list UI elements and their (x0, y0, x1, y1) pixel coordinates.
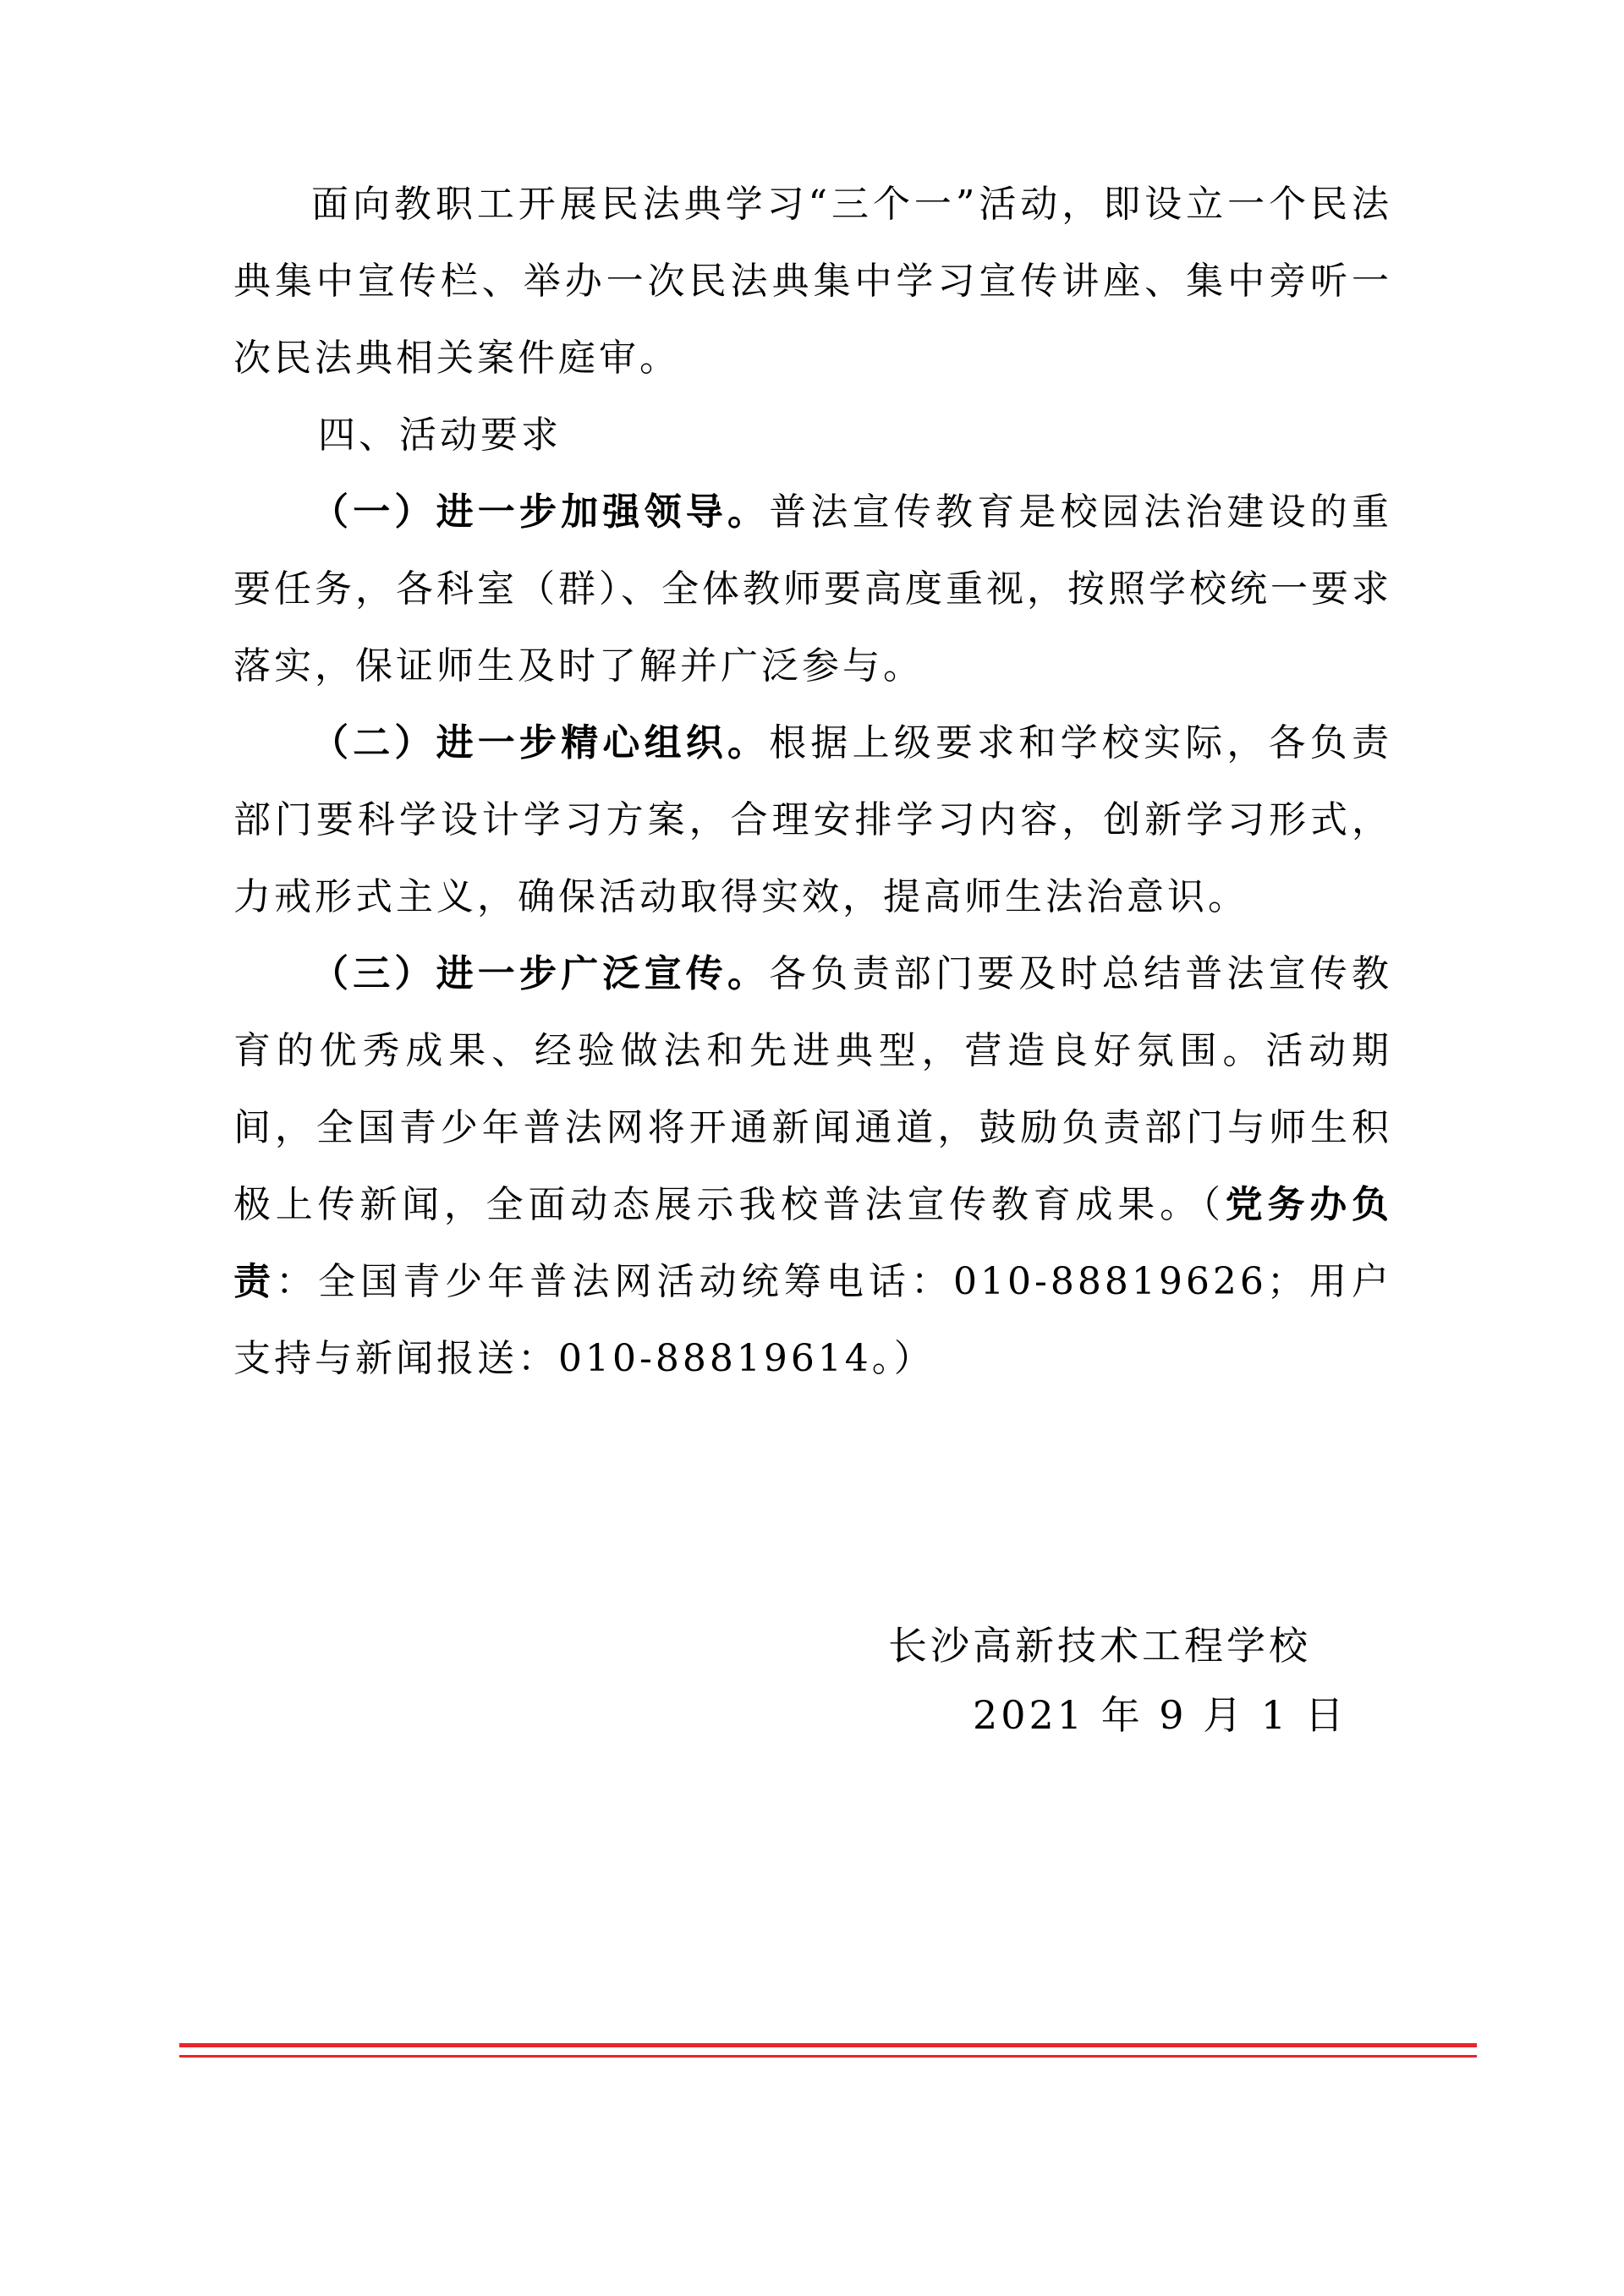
paragraph-three-ones: 面向教职工开展民法典学习“三个一”活动，即设立一个民法典集中宣传栏、举办一次民法典集中学习宣传讲座、集中旁听一次民法典相关案件庭审。 (233, 183, 1392, 380)
footer-rule-top (179, 2043, 1477, 2047)
requirement-leadership-body: 普法宣传教育是校园法治建设的重要任务，各科室（群）、全体教师要高度重视，按照学校统一要求落实，保证师生及时了解并广泛参与。 (233, 490, 1393, 688)
requirement-leadership-title: （一）进一步加强领导。 (311, 490, 770, 534)
requirement-organization-body: 根据上级要求和学校实际，各负责部门要科学设计学习方案，合理安排学习内容，创新学习形式，力戒形式主义，确保活动取得实效，提高师生法治意识。 (233, 721, 1393, 918)
requirement-publicity-body: 各负责部门要及时总结普法宣传教育的优秀成果、经验做法和先进典型，营造良好氛围。活动期间，全国青少年普法网将开通新闻通道，鼓励负责部门与师生积极上传新闻，全面动态展示我校普法宣传教育成果。（ (233, 952, 1393, 1226)
requirement-organization (233, 704, 1392, 935)
requirement-publicity-contact: ：全国青少年普法网活动统筹电话：010-88819626；用户支持与新闻报送：010-88819614。） (233, 1260, 1392, 1380)
requirement-organization-title: （二）进一步精心组织。 (311, 721, 770, 764)
requirement-leadership (233, 474, 1392, 704)
requirement-publicity-title: （三）进一步广泛宣传。 (311, 952, 770, 995)
signature-block (888, 1611, 1347, 1750)
signature-organization: 长沙高新技术工程学校 (888, 1623, 1311, 1669)
signature-date: 2021 年 9 月 1 日 (973, 1692, 1347, 1738)
requirement-publicity (233, 935, 1392, 1397)
section-heading: 四、活动要求 (318, 414, 562, 457)
document-body (233, 166, 1392, 1397)
footer-rule-bottom (179, 2055, 1477, 2058)
requirement-publicity-owner: 党务办负责 (233, 1183, 1393, 1303)
